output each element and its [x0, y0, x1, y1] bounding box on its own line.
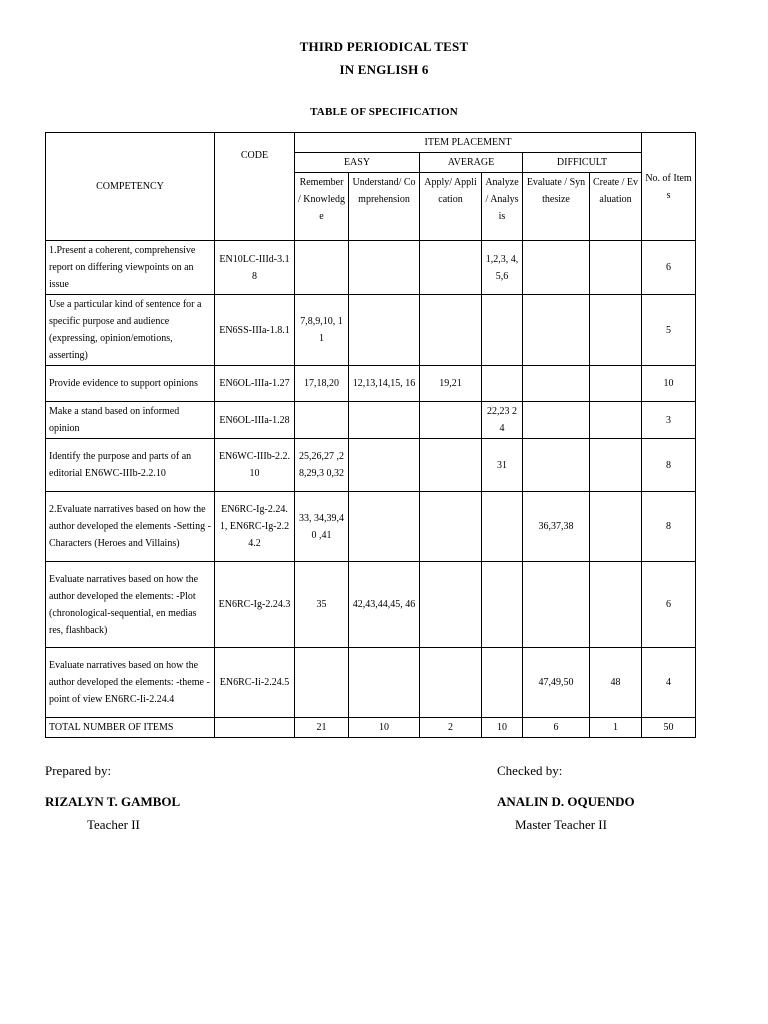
evaluate-cell — [523, 241, 590, 295]
analyze-cell: 22,23 24 — [482, 402, 523, 439]
create-cell — [590, 366, 642, 402]
total-row-understand-cell: 10 — [349, 718, 420, 738]
remember-cell — [295, 241, 349, 295]
understand-subheader: Understand/ Comprehension — [349, 173, 420, 241]
remember-cell: 25,26,27 ,28,29,3 0,32 — [295, 439, 349, 492]
evaluate-cell — [523, 366, 590, 402]
understand-cell: 12,13,14,15, 16 — [349, 366, 420, 402]
total-cell: 4 — [642, 648, 696, 718]
average-header: AVERAGE — [420, 153, 523, 173]
understand-cell — [349, 648, 420, 718]
apply-cell — [420, 295, 482, 366]
item-placement-header: ITEM PLACEMENT — [295, 133, 642, 153]
analyze-cell — [482, 492, 523, 562]
table-row — [46, 366, 696, 402]
total-cell: 10 — [642, 366, 696, 402]
table-row — [46, 402, 696, 439]
total-cell: 8 — [642, 492, 696, 562]
evaluate-cell: 47,49,50 — [523, 648, 590, 718]
analyze-cell — [482, 366, 523, 402]
easy-header: EASY — [295, 153, 420, 173]
table-row — [46, 295, 696, 366]
apply-subheader: Apply/ Application — [420, 173, 482, 241]
analyze-cell: 31 — [482, 439, 523, 492]
analyze-cell — [482, 562, 523, 648]
create-cell — [590, 562, 642, 648]
checked-by-name: ANALIN D. OQUENDO — [497, 794, 635, 809]
understand-cell — [349, 241, 420, 295]
total-cell: 8 — [642, 439, 696, 492]
prepared-by-title: Teacher II — [87, 817, 140, 832]
apply-cell — [420, 402, 482, 439]
total-row-remember-cell: 21 — [295, 718, 349, 738]
no-of-items-header: No. of Items — [642, 133, 696, 241]
analyze-cell: 1,2,3, 4,5,6 — [482, 241, 523, 295]
apply-cell — [420, 648, 482, 718]
table-row — [46, 439, 696, 492]
apply-cell — [420, 492, 482, 562]
prepared-by-label: Prepared by: — [45, 763, 112, 778]
total-cell: 6 — [642, 562, 696, 648]
create-cell — [590, 492, 642, 562]
remember-cell — [295, 402, 349, 439]
apply-cell — [420, 439, 482, 492]
code-cell: EN6RC-Ig-2.24.3 — [215, 562, 295, 648]
total-row-label-cell: TOTAL NUMBER OF ITEMS — [46, 718, 215, 738]
checked-by-title: Master Teacher II — [515, 817, 607, 832]
remember-subheader: Remember / Knowledge — [295, 173, 349, 241]
competency-cell: Evaluate narratives based on how the author developed the elements: -theme -point of view EN6RC-Ii-2.24.4 — [46, 648, 215, 718]
apply-cell — [420, 241, 482, 295]
code-cell: EN6OL-IIIa-1.28 — [215, 402, 295, 439]
table-row — [46, 241, 696, 295]
document-title-line2: IN ENGLISH 6 — [339, 62, 429, 77]
code-cell: EN6RC-Ig-2.24.1, EN6RC-Ig-2.24.2 — [215, 492, 295, 562]
remember-cell: 7,8,9,10, 11 — [295, 295, 349, 366]
evaluate-cell — [523, 439, 590, 492]
total-row-create-cell: 1 — [590, 718, 642, 738]
competency-cell: 1.Present a coherent, comprehensive report on differing viewpoints on an issue — [46, 241, 215, 295]
analyze-cell — [482, 648, 523, 718]
understand-cell: 42,43,44,45, 46 — [349, 562, 420, 648]
create-subheader: Create / Evaluation — [590, 173, 642, 241]
total-row-analyze-cell: 10 — [482, 718, 523, 738]
total-row — [46, 718, 696, 738]
total-row-apply-cell: 2 — [420, 718, 482, 738]
create-cell — [590, 241, 642, 295]
remember-cell — [295, 648, 349, 718]
remember-cell: 17,18,20 — [295, 366, 349, 402]
evaluate-cell — [523, 562, 590, 648]
competency-cell: Identify the purpose and parts of an editorial EN6WC-IIIb-2.2.10 — [46, 439, 215, 492]
code-header: CODE — [215, 133, 295, 241]
understand-cell — [349, 492, 420, 562]
evaluate-cell — [523, 295, 590, 366]
prepared-by-name: RIZALYN T. GAMBOL — [45, 794, 181, 809]
create-cell: 48 — [590, 648, 642, 718]
competency-cell: Evaluate narratives based on how the author developed the elements: -Plot (chronological-sequential, en medias res, flashback) — [46, 562, 215, 648]
code-cell: EN6OL-IIIa-1.27 — [215, 366, 295, 402]
document-title-line1: THIRD PERIODICAL TEST — [299, 39, 469, 54]
code-cell: EN6RC-Ii-2.24.5 — [215, 648, 295, 718]
apply-cell: 19,21 — [420, 366, 482, 402]
create-cell — [590, 439, 642, 492]
competency-cell: Make a stand based on informed opinion — [46, 402, 215, 439]
analyze-subheader: Analyze / Analysis — [482, 173, 523, 241]
competency-cell: 2.Evaluate narratives based on how the author developed the elements -Setting -Characters (Heroes and Villains) — [46, 492, 215, 562]
evaluate-cell: 36,37,38 — [523, 492, 590, 562]
total-row-code-cell — [215, 718, 295, 738]
evaluate-cell — [523, 402, 590, 439]
code-cell: EN10LC-IIId-3.18 — [215, 241, 295, 295]
total-row-total-cell: 50 — [642, 718, 696, 738]
analyze-cell — [482, 295, 523, 366]
checked-by-label: Checked by: — [497, 763, 563, 778]
competency-cell: Use a particular kind of sentence for a specific purpose and audience (expressing, opinion/emotions, asserting) — [46, 295, 215, 366]
code-cell: EN6WC-IIIb-2.2.10 — [215, 439, 295, 492]
total-cell: 3 — [642, 402, 696, 439]
table-title: TABLE OF SPECIFICATION — [310, 106, 458, 118]
understand-cell — [349, 402, 420, 439]
table-row — [46, 648, 696, 718]
code-cell: EN6SS-IIIa-1.8.1 — [215, 295, 295, 366]
table-row — [46, 492, 696, 562]
create-cell — [590, 402, 642, 439]
specification-table — [45, 132, 696, 738]
understand-cell — [349, 439, 420, 492]
total-cell: 6 — [642, 241, 696, 295]
apply-cell — [420, 562, 482, 648]
total-row-evaluate-cell: 6 — [523, 718, 590, 738]
competency-header: COMPETENCY — [46, 133, 215, 241]
remember-cell: 33, 34,39,40 ,41 — [295, 492, 349, 562]
create-cell — [590, 295, 642, 366]
remember-cell: 35 — [295, 562, 349, 648]
evaluate-subheader: Evaluate / Synthesize — [523, 173, 590, 241]
table-row — [46, 562, 696, 648]
competency-cell: Provide evidence to support opinions — [46, 366, 215, 402]
header-row-1 — [46, 133, 696, 153]
difficult-header: DIFFICULT — [523, 153, 642, 173]
understand-cell — [349, 295, 420, 366]
total-cell: 5 — [642, 295, 696, 366]
